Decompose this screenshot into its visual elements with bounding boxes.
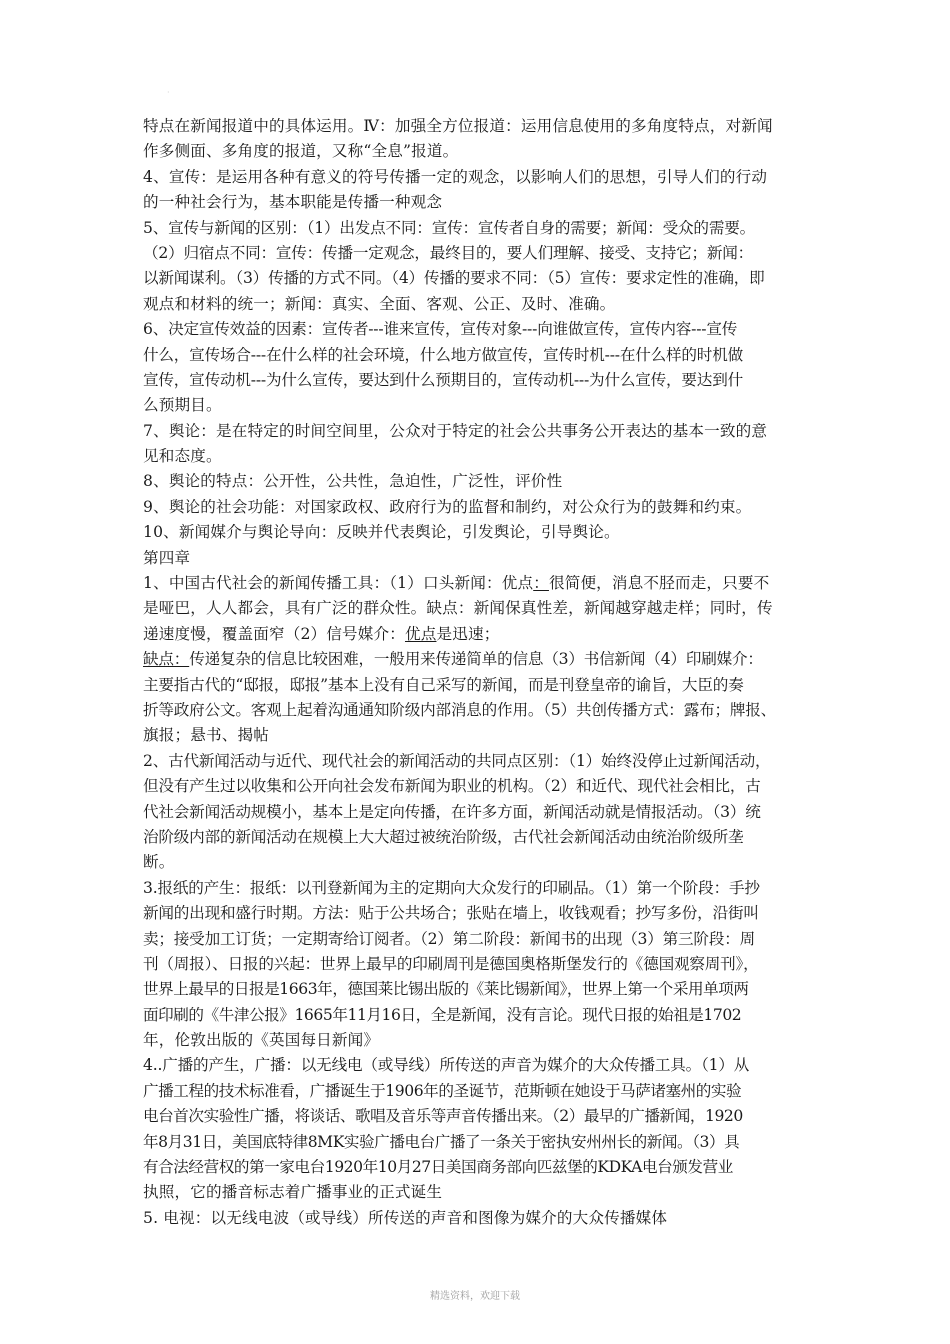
- text-line: 断。: [143, 853, 175, 872]
- text-line: 10、新闻媒介与舆论导向：反映并代表舆论，引发舆论，引导舆论。: [143, 523, 620, 542]
- text-line: 旗报；悬书、揭帖: [143, 726, 269, 745]
- text-line: 有合法经营权的第一家电台1920年10月27日美国商务部向匹兹堡的KDKA电台颁发营业: [143, 1158, 733, 1177]
- underlined-text: 缺点：: [143, 650, 190, 669]
- text-line: 观点和材料的统一；新闻：真实、全面、客观、公正、及时、准确。: [143, 294, 616, 313]
- text-line: 刊（周报）、日报的兴起：世界上最早的印刷周刊是德国奥格斯堡发行的《德国观察周刊》，: [143, 954, 759, 973]
- text-line: 代社会新闻活动规模小，基本上是定向传播，在许多方面，新闻活动就是情报活动。（3）统: [143, 802, 761, 821]
- text-line: 年，伦敦出版的《英国每日新闻》: [143, 1031, 380, 1050]
- text-segment: 传递复杂的信息比较困难，一般用来传递简单的信息（3）书信新闻（4）印刷媒介：: [189, 650, 763, 669]
- underlined-text: ：: [533, 574, 549, 593]
- text-line: 4、宣传：是运用各种有意义的符号传播一定的观念，以影响人们的思想，引导人们的行动: [143, 167, 768, 186]
- text-line: 3.报纸的产生：报纸：以刊登新闻为主的定期向大众发行的印刷品。（1）第一个阶段：手抄: [143, 878, 760, 897]
- text-line: 8、舆论的特点：公开性，公共性，急迫性，广泛性，评价性: [143, 472, 563, 491]
- text-line: 7、舆论：是在特定的时间空间里，公众对于特定的社会公共事务公开表达的基本一致的意: [143, 421, 768, 440]
- text-line: 特点在新闻报道中的具体运用。Ⅳ：加强全方位报道：运用信息使用的多角度特点，对新闻: [143, 117, 773, 135]
- text-line: 以新闻谋利。（3）传播的方式不同。（4）传播的要求不同：（5）宣传：要求定性的准确，即: [143, 269, 765, 288]
- text-line: 见和态度。: [143, 447, 222, 466]
- text-line: [143, 571, 810, 596]
- chapter-heading: 第四章: [143, 548, 191, 567]
- text-line: 4..广播的产生，广播：以无线电（或导线）所传送的声音为媒介的大众传播工具。（1）从: [143, 1056, 750, 1075]
- text-line: 折等政府公文。客观上起着沟通通知阶级内部消息的作用。（5）共创传播方式：露布；牌报、: [143, 700, 777, 719]
- text-segment: 是迅速；: [436, 624, 500, 643]
- text-line: 治阶级内部的新闻活动在规模上大大超过被统治阶级，古代社会新闻活动由统治阶级所垄: [143, 827, 744, 846]
- text-line: 5. 电视：以无线电波（或导线）所传送的声音和图像为媒介的大众传播媒体: [143, 1208, 668, 1227]
- text-segment: 1、中国古代社会的新闻传播工具：（1）口头新闻：优点: [143, 574, 534, 593]
- text-line: 什么，宣传场合---在什么样的社会环境，什么地方做宣传，宣传时机---在什么样的时机做: [143, 345, 743, 364]
- text-line: 面印刷的《牛津公报》1665年11月16日，全是新闻，没有言论。现代日报的始祖是1702: [143, 1005, 742, 1024]
- text-line: 是哑巴，人人都会，具有广泛的群众性。缺点：新闻保真性差，新闻越穿越走样；同时，传: [143, 599, 773, 618]
- text-line: 但没有产生过以收集和公开向社会发布新闻为职业的机构。（2）和近代、现代社会相比，古: [143, 777, 761, 796]
- text-line: 广播工程的技术标准看，广播诞生于1906年的圣诞节，范斯顿在她设于马萨诸塞州的实验: [143, 1081, 742, 1100]
- text-line: [143, 647, 810, 672]
- text-line: 2、古代新闻活动与近代、现代社会的新闻活动的共同点区别：（1）始终没停止过新闻活动，: [143, 751, 771, 770]
- text-line: 宣传，宣传动机---为什么宣传，要达到什么预期目的，宣传动机---为什么宣传，要达到什: [143, 370, 743, 389]
- text-line: 作多侧面、多角度的报道，又称“全息”报道。: [143, 142, 459, 161]
- text-segment: 递速度慢，覆盖面窄（2）信号媒介：: [143, 624, 405, 643]
- text-line: 主要指古代的“邸报，邸报”基本上没有自己采写的新闻，而是刊登皇帝的谕旨，大臣的奏: [143, 675, 744, 694]
- text-line: 卖；接受加工订货；一定期寄给订阅者。（2）第二阶段：新闻书的出现（3）第三阶段：周: [143, 929, 755, 948]
- text-line: 9、舆论的社会功能：对国家政权、政府行为的监督和制约，对公众行为的鼓舞和约束。: [143, 497, 752, 516]
- text-line: 年8月31日，美国底特律8MK实验广播电台广播了一条关于密执安州州长的新闻。（3）具: [143, 1132, 740, 1151]
- text-line: 新闻的出现和盛行时期。方法：贴于公共场合；张贴在墙上，收钱观看；抄写多份，沿街叫: [143, 904, 759, 923]
- text-line: 5、宣传与新闻的区别：（1）出发点不同：宣传：宣传者自身的需要；新闻：受众的需要。: [143, 218, 755, 237]
- underlined-text: 优点: [404, 624, 437, 643]
- text-line: 么预期目。: [143, 396, 222, 415]
- text-line: 电台首次实验性广播，将谈话、歌唱及音乐等声音传播出来。（2）最早的广播新闻，1920: [143, 1107, 743, 1126]
- page-footer: 精选资料，欢迎下载: [430, 1291, 520, 1302]
- text-segment: 很简便，消息不胫而走，只要不: [548, 574, 770, 593]
- text-line: （2）归宿点不同：宣传：传播一定观念，最终目的，要人们理解、接受、支持它；新闻：: [143, 243, 754, 262]
- text-line: 执照，它的播音标志着广播事业的正式诞生: [143, 1183, 443, 1202]
- text-line: 6、决定宣传效益的因素：宣传者---谁来宣传，宣传对象---向谁做宣传，宣传内容---宣传: [143, 320, 738, 339]
- text-line: 世界上最早的日报是1663年，德国莱比锡出版的《莱比锡新闻》，世界上第一个采用单项两: [143, 980, 749, 999]
- text-line: 的一种社会行为，基本职能是传播一种观念: [143, 193, 443, 212]
- text-line: [143, 622, 810, 647]
- page-corner-mark: ·: [167, 88, 170, 97]
- document-body: [143, 114, 810, 1231]
